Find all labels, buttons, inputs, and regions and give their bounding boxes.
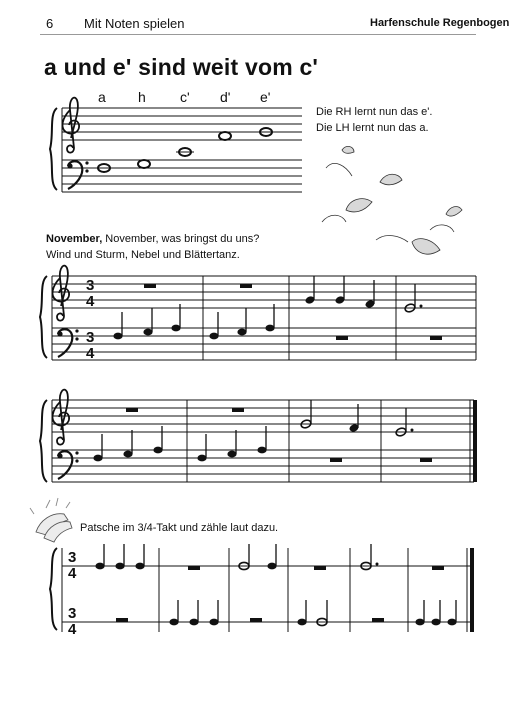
- system-3: [40, 390, 477, 482]
- bass-notes-s3-m2: [197, 426, 266, 461]
- instruction-text: Patsche im 3/4-Takt und zähle laut dazu.: [80, 522, 279, 534]
- svg-text:3: 3: [86, 329, 95, 346]
- treble-clef-icon: [53, 390, 70, 445]
- lyrics-rest: November, was bringst du uns?: [102, 233, 260, 245]
- info-lh: Die LH lernt nun das a.: [316, 122, 429, 134]
- bass-clef-icon: [57, 329, 78, 357]
- brace-icon: [40, 276, 47, 358]
- svg-text:3: 3: [68, 605, 77, 622]
- note-label-h: h: [138, 89, 146, 105]
- leaves-illustration: [322, 146, 462, 254]
- system-4: [50, 544, 474, 638]
- svg-text:3: 3: [86, 277, 95, 294]
- page-number: 6: [46, 16, 54, 31]
- lyrics-bold: November,: [46, 233, 103, 245]
- time-signature: [86, 277, 95, 362]
- treble-notes-m4: [401, 284, 423, 313]
- bass-clef-icon: [67, 161, 88, 189]
- page-title: a und e' sind weit vom c': [44, 54, 319, 80]
- system-1: [50, 98, 302, 192]
- note-label-e1: e': [260, 89, 271, 105]
- treble-clef-icon: [63, 98, 80, 153]
- clapping-hands-icon: [30, 498, 72, 542]
- bass-notes-m2: [209, 304, 274, 339]
- bass-notes-s3-m1: [93, 426, 162, 461]
- final-barline: [470, 548, 474, 632]
- brace-icon: [50, 108, 57, 190]
- system-2: [40, 266, 476, 362]
- svg-text:4: 4: [68, 621, 77, 638]
- note-names-notes: [98, 128, 272, 172]
- brace-icon: [40, 400, 47, 482]
- time-signature: [68, 549, 77, 638]
- svg-text:4: 4: [86, 345, 95, 362]
- section-title: Mit Noten spielen: [84, 16, 185, 31]
- svg-text:3: 3: [68, 549, 77, 566]
- treble-notes-s3-m4: [392, 408, 414, 437]
- treble-clef-icon: [53, 266, 70, 321]
- svg-text:4: 4: [68, 565, 77, 582]
- info-rh: Die RH lernt nun das e'.: [316, 106, 433, 118]
- final-barline: [473, 400, 477, 482]
- bass-notes-m1: [113, 304, 180, 339]
- bass-clef-icon: [57, 451, 78, 479]
- note-label-c1: c': [180, 89, 190, 105]
- brace-icon: [50, 548, 57, 630]
- lyrics-line-2: Wind und Sturm, Nebel und Blättertanz.: [46, 249, 240, 261]
- note-label-d1: d': [220, 89, 231, 105]
- svg-text:4: 4: [86, 293, 95, 310]
- book-title: Harfenschule Regenbogen: [370, 17, 510, 29]
- note-label-a: a: [98, 89, 106, 105]
